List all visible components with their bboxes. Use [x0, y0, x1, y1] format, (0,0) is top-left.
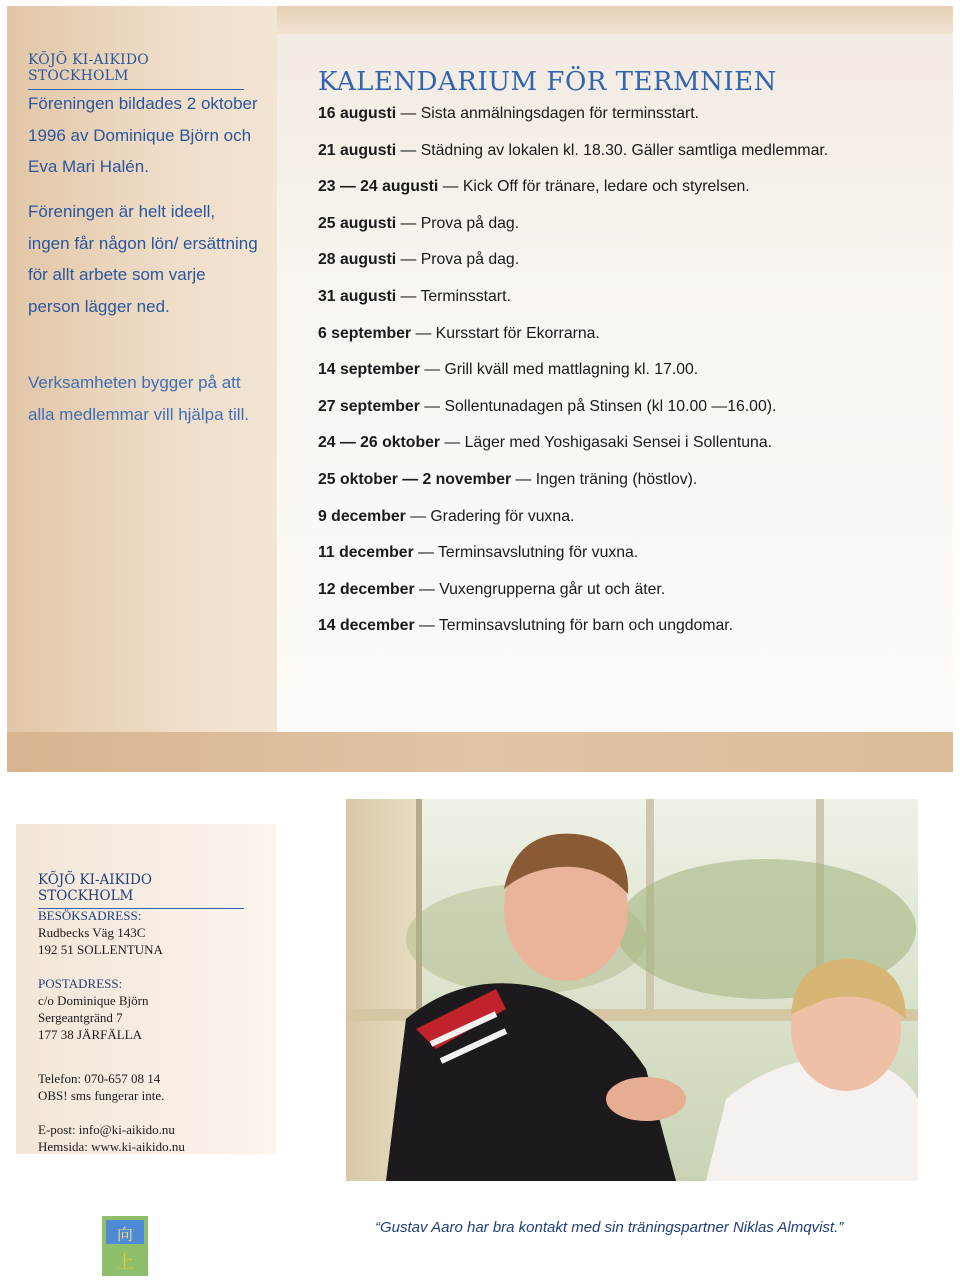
event-item: 11 december — Terminsavslutning för vuxna. — [318, 544, 639, 562]
event-item: 24 — 26 oktober — Läger med Yoshigasaki Sensei i Sollentuna. — [318, 434, 773, 452]
event-text: Prova på dag. — [420, 214, 520, 232]
event-item: 14 september — Grill kväll med mattlagning kl. 17.00. — [318, 361, 699, 379]
event-date: 14 september — [318, 361, 420, 379]
visit-address-city: 192 51 SOLLENTUNA — [38, 942, 163, 957]
event-date: 21 augusti — [318, 141, 397, 159]
event-date: 24 — 26 oktober — [318, 434, 441, 452]
event-date: 28 augusti — [318, 251, 397, 269]
postal-address-street: Sergeantgränd 7 — [38, 1010, 123, 1025]
event-text: Läger med Yoshigasaki Sensei i Sollentuna. — [464, 434, 773, 452]
event-date: 12 december — [318, 580, 415, 598]
sidebar-title: KÕJÕ KI-AIKIDO STOCKHOLM — [28, 52, 244, 90]
divider-band — [7, 732, 953, 772]
event-text: Sollentunadagen på Stinsen (kl 10.00 —16.00). — [444, 397, 777, 415]
postal-address-label: POSTADRESS: — [38, 976, 123, 991]
visit-address-street: Rudbecks Väg 143C — [38, 925, 146, 940]
calendar-title: KALENDARIUM FÖR TERMNIEN — [318, 67, 777, 98]
aikido-photo — [346, 799, 918, 1181]
event-item: 14 december — Terminsavslutning för barn och ungdomar. — [318, 617, 734, 635]
event-item: 16 augusti — Sista anmälningsdagen för terminsstart. — [318, 105, 700, 122]
event-item: 25 augusti — Prova på dag. — [318, 214, 520, 232]
photo-caption: “Gustav Aaro har bra kontakt med sin träningspartner Niklas Almqvist.” — [375, 1219, 844, 1236]
postal-address-city: 177 38 JÄRFÄLLA — [38, 1027, 143, 1042]
event-item: 31 augusti — Terminsstart. — [318, 287, 511, 305]
event-text: Vuxengrupperna går ut och äter. — [439, 580, 666, 598]
event-text: Sista anmälningsdagen för terminsstart. — [420, 105, 700, 122]
event-text: Kick Off för tränare, ledare och styrelsen. — [462, 178, 750, 196]
event-date: 25 augusti — [318, 214, 397, 232]
visit-address-label: BESÖKSADRESS: — [38, 908, 142, 923]
website-link[interactable]: Hemsida: www.ki-aikido.nu — [38, 1139, 185, 1154]
phone-number: Telefon: 070-657 08 14 — [38, 1071, 161, 1086]
event-date: 25 oktober — 2 november — [318, 470, 512, 488]
event-text: Gradering för vuxna. — [430, 507, 575, 525]
event-text: Prova på dag. — [420, 251, 520, 269]
contact-title: KÕJÕ KI-AIKIDO STOCKHOLM — [38, 872, 244, 909]
event-text: Terminsavslutning för barn och ungdomar. — [438, 617, 734, 635]
event-item: 12 december — Vuxengrupperna går ut och äter. — [318, 580, 666, 598]
email-link[interactable]: E-post: info@ki-aikido.nu — [38, 1122, 175, 1137]
sidebar-paragraph-volunteer: Föreningen är helt ideell, ingen får någon lön/ ersättning för allt arbete som varje person lägger ned. — [28, 202, 258, 316]
event-text: Kursstart för Ekorrarna. — [435, 324, 600, 342]
event-text: Ingen träning (höstlov). — [535, 470, 698, 488]
event-item: 28 augusti — Prova på dag. — [318, 251, 520, 269]
svg-text:上: 上 — [116, 1252, 134, 1273]
event-date: 23 — 24 augusti — [318, 178, 439, 196]
postal-address-co: c/o Dominique Björn — [38, 993, 149, 1008]
event-date: 6 september — [318, 324, 412, 342]
event-item: 6 september — Kursstart för Ekorrarna. — [318, 324, 600, 342]
sidebar-paragraph-members: Verksamheten bygger på att alla medlemmar vill hjälpa till. — [28, 373, 250, 424]
event-text: Terminsavslutning för vuxna. — [438, 544, 639, 562]
event-item: 21 augusti — Städning av lokalen kl. 18.30. Gäller samtliga medlemmar. — [318, 141, 829, 159]
event-date: 11 december — [318, 544, 414, 562]
event-text: Terminsstart. — [420, 287, 511, 305]
event-item: 25 oktober — 2 november — Ingen träning (höstlov). — [318, 470, 698, 488]
event-date: 14 december — [318, 617, 415, 635]
kojo-logo-icon — [102, 1216, 148, 1276]
svg-text:向: 向 — [116, 1225, 134, 1244]
event-item: 27 september — Sollentunadagen på Stinsen (kl 10.00 —16.00). — [318, 397, 777, 415]
photo-illustration — [346, 799, 918, 1181]
sms-note: OBS! sms fungerar inte. — [38, 1088, 165, 1103]
event-text: Grill kväll med mattlagning kl. 17.00. — [444, 361, 699, 379]
event-item: 9 december — Gradering för vuxna. — [318, 507, 575, 525]
event-item: 23 — 24 augusti — Kick Off för tränare, ledare och styrelsen. — [318, 178, 750, 196]
event-date: 9 december — [318, 507, 406, 525]
event-date: 16 augusti — [318, 105, 397, 122]
calendar-events — [318, 96, 948, 645]
event-date: 31 augusti — [318, 287, 397, 305]
event-text: Städning av lokalen kl. 18.30. Gäller samtliga medlemmar. — [420, 141, 829, 159]
event-date: 27 september — [318, 397, 420, 415]
sidebar-paragraph-founding: Föreningen bildades 2 oktober 1996 av Dominique Björn och Eva Mari Halén. — [28, 94, 258, 176]
